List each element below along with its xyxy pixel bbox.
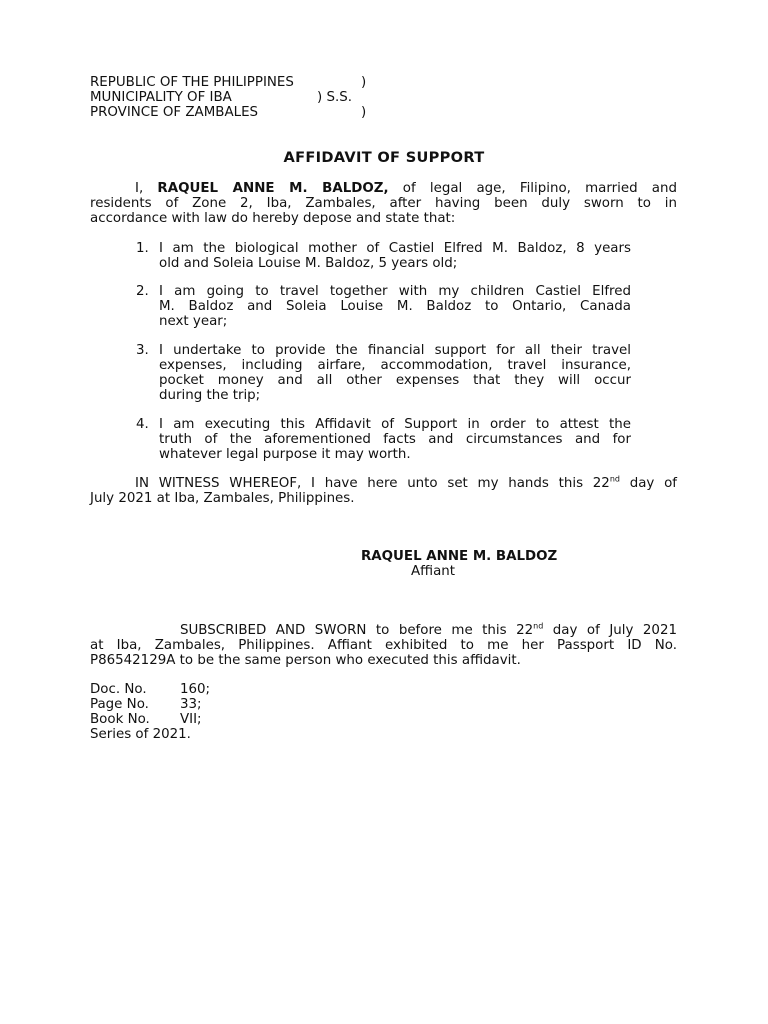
jurat-text-end: day of July 2021 [543, 623, 677, 638]
item-line: truth of the aforementioned facts and circumstances and for [159, 432, 631, 447]
intro-line-2: residents of Zone 2, Iba, Zambales, after having been duly sworn to in [90, 196, 677, 211]
ordinal-suffix: nd [533, 621, 544, 631]
book-no-value: VII; [180, 712, 202, 727]
jurat-text: SUBSCRIBED AND SWORN to before me this 22 [180, 623, 534, 638]
witness-line-2: July 2021 at Iba, Zambales, Philippines. [90, 491, 355, 506]
item-number: 2. [136, 284, 149, 299]
witness-text: IN WITNESS WHEREOF, I have here unto set my hands this 22 [135, 476, 610, 491]
caption-line-republic: REPUBLIC OF THE PHILIPPINES [90, 75, 294, 90]
caption-paren: ) [361, 105, 367, 120]
intro-line-1 [135, 181, 677, 196]
caption-line-municipality: MUNICIPALITY OF IBA [90, 90, 232, 105]
item-line: next year; [159, 314, 228, 329]
item-number: 1. [136, 241, 149, 256]
jurat-line-2: at Iba, Zambales, Philippines. Affiant exhibited to me her Passport ID No. [90, 638, 677, 653]
witness-text-end: day of [619, 476, 677, 491]
caption-ss: ) S.S. [317, 90, 352, 105]
item-line: pocket money and all other expenses that they will occur [159, 373, 631, 388]
item-line: M. Baldoz and Soleia Louise M. Baldoz to Ontario, Canada [159, 299, 631, 314]
doc-no-label: Doc. No. [90, 682, 147, 697]
item-line: I undertake to provide the financial support for all their travel [159, 343, 631, 358]
intro-post: of legal age, Filipino, married and [402, 181, 677, 196]
intro-line-3: accordance with law do hereby depose and state that: [90, 211, 456, 226]
item-line: I am executing this Affidavit of Support in order to attest the [159, 417, 631, 432]
item-line: I am going to travel together with my children Castiel Elfred [159, 284, 631, 299]
doc-no-value: 160; [180, 682, 211, 697]
document-title: AFFIDAVIT OF SUPPORT [283, 149, 485, 166]
affiant-name-inline: RAQUEL ANNE M. BALDOZ, [157, 181, 389, 196]
item-number: 4. [136, 417, 149, 432]
item-line: whatever legal purpose it may worth. [159, 447, 411, 462]
item-number: 3. [136, 343, 149, 358]
item-line: expenses, including airfare, accommodation, travel insurance, [159, 358, 631, 373]
caption-paren: ) [361, 75, 367, 90]
series-line: Series of 2021. [90, 727, 191, 742]
item-line: I am the biological mother of Castiel Elfred M. Baldoz, 8 years [159, 241, 631, 256]
page-no-value: 33; [180, 697, 202, 712]
page-no-label: Page No. [90, 697, 149, 712]
affiant-name: RAQUEL ANNE M. BALDOZ [361, 549, 558, 564]
book-no-label: Book No. [90, 712, 150, 727]
witness-line-1 [135, 476, 677, 491]
intro-pre: I, [135, 181, 144, 196]
jurat-line-1 [180, 623, 677, 638]
affiant-label: Affiant [411, 564, 456, 579]
item-line: during the trip; [159, 388, 261, 403]
ordinal-suffix: nd [609, 474, 620, 484]
item-line: old and Soleia Louise M. Baldoz, 5 years old; [159, 256, 458, 271]
jurat-line-3: P86542129A to be the same person who executed this affidavit. [90, 653, 521, 668]
caption-line-province: PROVINCE OF ZAMBALES [90, 105, 259, 120]
